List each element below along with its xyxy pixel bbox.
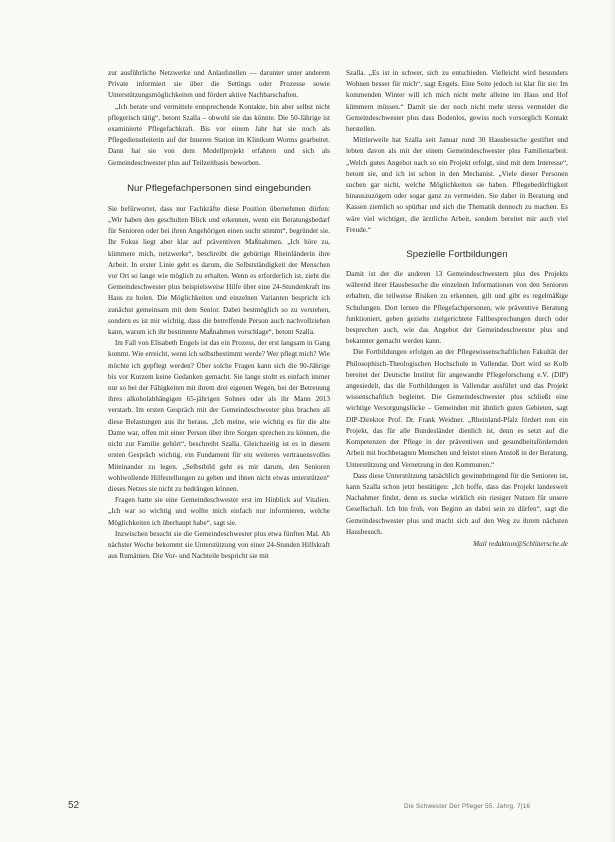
paragraph: „Ich berate und vermittele entsprechende Kontakte, bin aber selbst nicht pflegerisch tätig“, betont Szalla – obwohl sie das könnte. Die 50-Jährige ist examinierte Pflegefachkraft. Bis vor einem Jahr hat sie noch als Pflegedienstleiterin auf der Inneren Station im Klinikum Worms gearbeitet. Dann hat sie von dem Modellprojekt erfahren und sich als Gemeindeschwester plus auf Teilzeitbasis beworben. (108, 102, 330, 167)
page-number: 52 (68, 800, 80, 811)
paragraph: Fragen hatte sie eine Gemeindeschwester erst im Hinblick auf Vitalien. „Ich war so wichtig und wollte mich einfach nur informieren, welche Möglichkeiten ich überhaupt habe“, sagt sie. (108, 496, 330, 527)
author-signature: Mail redaktion@Schlütersche.de (473, 539, 568, 548)
paragraph: Dass diese Unterstützung tatsächlich gewinnbringend für die Senioren ist, kann Szalla schon jetzt bestätigen: „Ich hoffe, dass das Projekt landesweit Nachahmer findet, denn es stecke wirklich ein riesiger Nutzen für unsere Gesellschaft. Ich bin froh, von Beginn an dabei sein zu dürfen“, sagt die Gemeindeschwester plus und macht sich auf den Weg zu ihrem nächsten Hausbesuch. (346, 471, 568, 536)
section-heading: Spezielle Fortbildungen (406, 249, 508, 261)
scan-edge-shadow (609, 0, 615, 842)
paragraph: zur ausführliche Netzwerke und Anlaufstellen — darunter unter anderem Private informiert sie über die Settings oder Prozesse sowie Unterstützungsmöglichkeiten und fördert aktive Nachbarschaften. (108, 69, 330, 100)
paragraph: Im Fall von Elisabeth Engels ist das ein Prozess, der erst langsam in Gang kommt. Wie erreicht, wenn ich selbstbestimmt werde? Wer pflegt mich? Wie möchte ich gepflegt werden? Über solche Fragen kann sich die 90-Jährige bis vor Kurzem keine Gedanken gemacht. Sie lange stoltt es einfach immer nur so bei der Fähigkeiten mit ihrem drei eigenen Wegen, bei der Betreuung ihres alkoholabhängigen 65-jährigen Sohnes oder als ihr Mann 2013 verstarb. Im ersten Gespräch mit der Gemeindeschwester plus brachen all diese Belastungen aus ihr heraus. „Ich meine, wie wichtig es für die alte Dame war, offen mit einer Person über ihre Sorgen sprechen zu können, die nicht zur Familie gehört“, beschreibt Szalla. Gleichzeitig ist es in diesem ersten Gespräch wichtig, ein Fundament für ein weiteres vertrauensvolles Miteinander zu legen. „Selbstbild geht es mir darum, den Senioren wohlwollende Hilfestellungen zu geben und ihnen nicht etwas unterstützen“ dieses Netzes sie nicht zu bedrängen können. (108, 339, 330, 493)
paragraph: Inzwischen besucht sie die Gemeindeschwester plus etwa fünften Mal. Ab nächster Woche bekommt sie Unterstützung von einer 24-Stunden Hilfskraft aus Rumänien. Die Vor- und Nachteile bespricht sie mit (108, 529, 330, 561)
paragraph: Damit ist der die anderen 13 Gemeindeschwestern plus des Projekts während ihrer Hausbesuche die einzelnen Informationen von den Senioren erhalten, die teilweise Risiken zu erkennen, gilt und gibt es regelmäßige Schulungen. Dort lernen die Pflegefachpersonen, wie präventive Beratung funktioniert, geben gezielte zielgerichtete Fallbesprechungen durch oder besprechen auch, wie das Angebot der Gemeindeschwester plus und bekannter gemacht werden kann. (346, 270, 568, 346)
left-text-column (108, 68, 330, 562)
section-heading: Nur Pflegefachpersonen sind eingebunden (127, 182, 311, 194)
paragraph: Die Fortbildungen erfolgen an der Pflegewissenschaftlichen Fakultät der Philosophisch-Theologischen Hochschule in Vallendar. Dort wird so Kolb bereitet der Deutsche Institut für angewandte Pflegeforschung e.V. (DIP) angesiedelt, das die Fortbildungen in Vallendar ausführt und das Projekt wissenschaftlich begleitet. Die Gemeindeschwester plus schließt eine wichtige Versorgungslücke – Gemeinden mit ähnlich guten Gebieten, sagt DIP-Direktor Prof. Dr. Frank Weidner. „Rheinland-Pfalz fördert nun ein Projekt, das für alle Bundesländer dienlich ist, denn es setzt auf die Kompetenzen der Pflege in der präventiven und gesundheitsfördernden Arbeit mit hochbetagten Menschen und leistet einen Anstoß in der Beratung, Unterstützung und Vernetzung in den Kommunen.“ (346, 348, 568, 469)
paragraph: Szalla. „Es ist in schwer, sich zu entschieden. Vielleicht wird besonders Wohnen besser für mich“, sagt Engels. Eine Seite jedoch ist klar für sie: Im kommenden Winter will ich mich nicht mehr alleine im Haus und Hof kümmern müssen.“ Damit sie der noch nicht mehr stress vermeidet die Gemeindeschwester plus dass Bodenlos, gewiss noch vorsorglich Kontakt herstellen. (346, 69, 568, 134)
paragraph: Sie befürwortet, dass nur Fachkräfte diese Position übernehmen dürfen: „Wir haben den geschulten Blick und erkennen, wenn ein Beratungsbedarf für Senioren oder bei ihren Angehörigen einen sucht stimmt“, begründet sie. Ihr Fokus liegt aber klar auf präventiven Maßnahmen. „Ich höre zu, kümmere mich, netzwerke“, beschreibt die gebürtige Rheinländerin ihre Arbeit. In erster Linie geht es darum, die Selbstständigkeit der Menschen vor Ort so lange wie möglich zu erhalten. Wenn es erforderlich ist, zieht die Gemeindeschwester plus beispielsweise Hilfe über eine 24-Stundenkraft ins Haus zu holen. Die Möglichkeiten und einzelnen Varianten bespricht ich zunächst gemeinsam mit dem Senior. Dabei bestmöglich so zu verstehen, sondern es ist mir wichtig, dass die betreffende Person auch nachvollziehen kann, warum ich ihr bestimmte Maßnahmen vorschlage“, betont Szalla. (108, 204, 330, 337)
right-text-column (346, 68, 568, 550)
running-title: Die Schwester Der Pfleger 55. Jahrg. 7|16 (404, 803, 531, 810)
paragraph: Mittlerweile hat Szalla seit Januar rund 30 Hausbesuche gestiftet und lebten davon als mit der einem Gemeindeschwester plus Familienarbeit. „Welch gutes Angebot nach so ein Projekt erfolgt, sind mit dem Interesse“, betont sie, und ich ist schon in den Mechanist. „Viele dieser Personen suchen gar nicht, welche Möglichkeiten sie haben. Pflegebedürftigkeit hinauszuzögern oder sogar ganz zu vermeiden. Sie daher in Beratung und Kassen ziemlich so spürbar und sich die Thematik dennoch zu machen. Es wäre viel wichtiger, die ärztliche Arbeit, sondern bereitet mir auch viel Freude.“ (346, 136, 568, 234)
